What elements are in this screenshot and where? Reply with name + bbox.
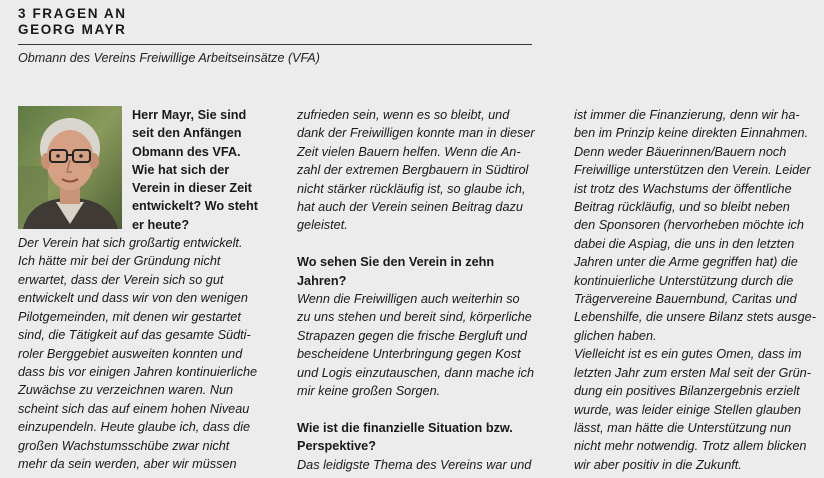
answer-3 — [297, 456, 547, 474]
question-line: Wie hat sich der — [132, 162, 230, 177]
title-line-1: 3 FRAGEN AN — [18, 6, 127, 21]
answer-line: ben im Prinzip keine direkten Einnahmen. — [574, 126, 809, 141]
answer-line: Der Verein hat sich großartig entwickelt. — [18, 236, 243, 251]
answer-line: Vielleicht ist es ein gutes Omen, dass im — [574, 347, 802, 362]
answer-line: einzupendeln. Heute glaube ich, dass die — [18, 420, 251, 435]
answer-line: ist trotz des Wachstums der öffentliche — [574, 181, 792, 196]
answer-line: glichen haben. — [574, 328, 657, 343]
answer-3-closing — [574, 345, 818, 474]
column-2 — [297, 106, 547, 474]
answer-line: zahl der extremen Bergbauern in Südtirol — [297, 163, 529, 178]
answer-line: zu uns stehen und bereit sind, körperliche — [297, 310, 532, 325]
answer-line: letzten Jahr zum ersten Mal seit der Grün- — [574, 365, 811, 380]
answer-line: Jahren unter die Arme gegriffen hat) die — [574, 255, 798, 270]
answer-line: scheint sich das auf einem hohen Niveau — [18, 401, 250, 416]
question-line: Jahren? — [297, 273, 347, 288]
answer-line: mehr da sein werden, aber wir müssen — [18, 456, 237, 471]
portrait-photo-icon — [18, 106, 122, 229]
title-line-2: GEORG MAYR — [18, 22, 127, 37]
portrait-photo — [18, 106, 122, 229]
answer-line: lässt, man hätte die Unterstützung nun — [574, 420, 792, 435]
answer-line: und Logis einzutauschen, dann mache ich — [297, 365, 534, 380]
answer-line: den Sponsoren (hervorheben möchte ich — [574, 218, 804, 233]
answer-line: Zeit vielen Bauern helfen. Wenn die An- — [297, 144, 521, 159]
answer-line: bescheidene Unterbringung gegen Kost — [297, 347, 521, 362]
answer-line: Strapazen gegen die frische Bergluft und — [297, 328, 527, 343]
question-line: er heute? — [132, 217, 190, 232]
question-line: Wo sehen Sie den Verein in zehn — [297, 255, 495, 270]
answer-line: Das leidigste Thema des Vereins war und — [297, 457, 532, 472]
question-line: Verein in dieser Zeit — [132, 181, 252, 196]
question-line: Wie ist die finanzielle Situation bzw. — [297, 420, 513, 435]
answer-line: zufrieden sein, wenn es so bleibt, und — [297, 108, 510, 122]
answer-line: kontinuierliche Unterstützung durch die — [574, 273, 794, 288]
answer-line: großen Wachstumsschübe zwar nicht — [18, 438, 230, 453]
answer-line: mir keine großen Sorgen. — [297, 384, 441, 399]
answer-line: nicht mehr notwendig. Trotz allem blicken — [574, 439, 807, 454]
question-line: seit den Anfängen — [132, 126, 242, 141]
answer-line: Trägervereine Bauernbund, Caritas und — [574, 292, 797, 307]
answer-line: roler Berggebiet ausweiten konnten und — [18, 346, 243, 361]
answer-line: dank der Freiwilligen konnte man in dieser — [297, 126, 535, 141]
answer-line: Zuwächse zu verzeichnen waren. Nun — [18, 383, 234, 398]
answer-line: Freiwillige unterstützen den Verein. Leider — [574, 163, 811, 178]
answer-line: geleistet. — [297, 218, 348, 233]
article-header — [18, 6, 127, 38]
answer-line: Beitrag rückläufig, und so bleibt neben — [574, 200, 790, 215]
answer-line: dass bis vor einigen Jahren kontinuierliche — [18, 364, 258, 379]
answer-line: dabei die Aspiag, die uns in den letzten — [574, 236, 795, 251]
answer-line: wir aber positiv in die Zukunft. — [574, 457, 742, 472]
question-line: Perspektive? — [297, 439, 376, 454]
answer-line: Denn weder Bäuerinnen/Bauern noch — [574, 144, 787, 159]
answer-1-continued — [297, 106, 547, 235]
answer-line: ist immer die Finanzierung, denn wir ha- — [574, 108, 800, 122]
answer-line: erwartet, dass der Verein sich so gut — [18, 272, 224, 287]
column-3 — [574, 106, 818, 474]
answer-line: hat auch der Verein seinen Beitrag dazu — [297, 200, 523, 215]
answer-line: dung ein positives Bilanzergebnis erzielt — [574, 384, 800, 399]
question-line: entwickelt? Wo steht — [132, 199, 258, 214]
answer-line: Lebenshilfe, die unsere Bilanz stets ausge- — [574, 310, 816, 325]
header-rule — [18, 44, 532, 45]
answer-line: Wenn die Freiwilligen auch weiterhin so — [297, 292, 520, 307]
answer-1 — [18, 234, 280, 473]
answer-3-continued — [574, 106, 818, 345]
question-3 — [297, 419, 547, 456]
question-line: Herr Mayr, Sie sind — [132, 108, 247, 122]
subtitle: Obmann des Vereins Freiwillige Arbeitseinsätze (VFA) — [18, 51, 320, 65]
answer-line: entwickelt und dass wir von den wenigen — [18, 291, 248, 306]
question-line: Obmann des VFA. — [132, 144, 241, 159]
answer-2 — [297, 290, 547, 400]
column-1 — [18, 106, 280, 473]
answer-line: Ich hätte mir bei der Gründung nicht — [18, 254, 221, 269]
answer-line: Pilotgemeinden, mit denen wir gestartet — [18, 309, 241, 324]
answer-line: sind, die Tätigkeit auf das gesamte Südti- — [18, 328, 251, 343]
answer-line: nicht stärker rückläufig ist, so glaube ich, — [297, 181, 526, 196]
answer-line: wurde, was leider einige Stellen glauben — [574, 402, 802, 417]
question-2 — [297, 253, 547, 290]
